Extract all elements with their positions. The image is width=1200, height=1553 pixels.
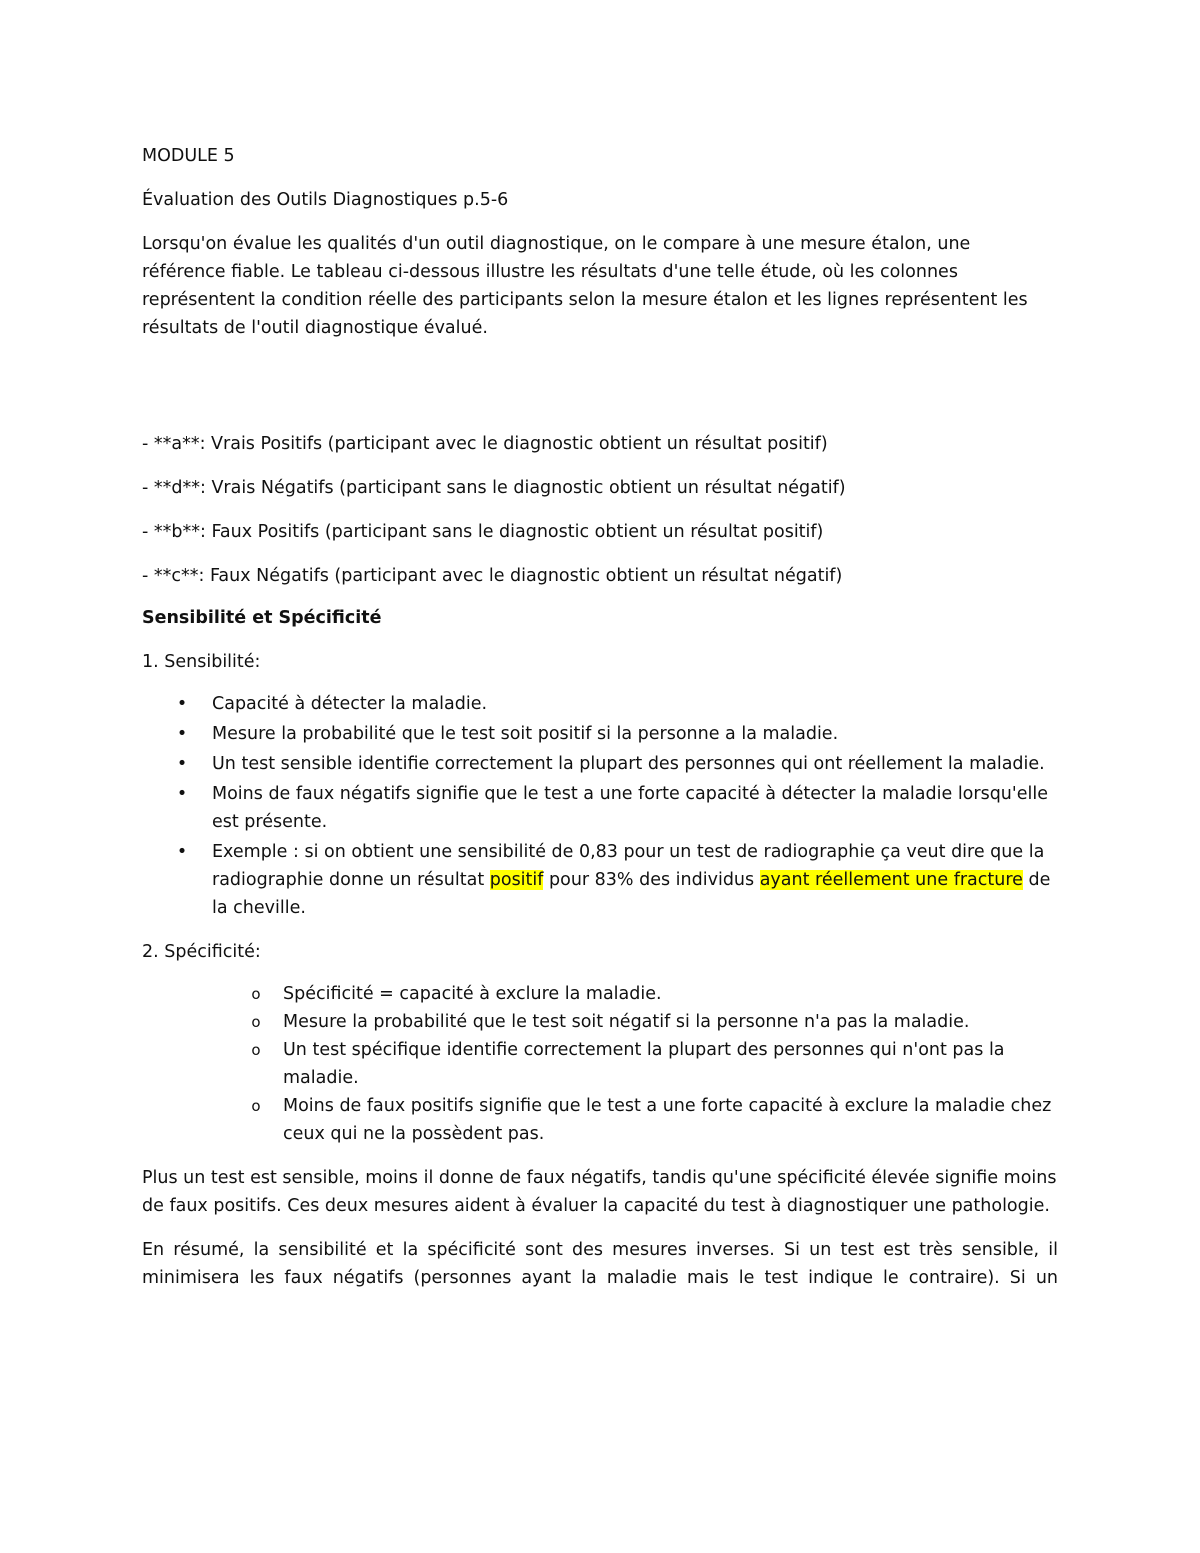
list-item-text: Mesure la probabilité que le test soit négatif si la personne n'a pas la maladie.	[283, 1012, 970, 1032]
summary-paragraph-1: Plus un test est sensible, moins il donne de faux négatifs, tandis qu'une spécificité élevée signifie moins de faux positifs. Ces deux mesures aident à évaluer la capacité du test à diagnostiquer une pathologie.	[142, 1168, 1057, 1216]
circle-bullet-icon: o	[251, 1041, 261, 1059]
example-text-part3: de la cheville.	[212, 870, 1051, 918]
list-item	[142, 750, 1058, 778]
summary-paragraph-2-line-2: minimisera les faux négatifs (personnes ayant la maladie mais le test indique le contraire). Si un	[142, 1268, 1058, 1288]
definition-d: - **d**: Vrais Négatifs (participant sans le diagnostic obtient un résultat négatif)	[142, 478, 846, 498]
list-item-text: Mesure la probabilité que le test soit positif si la personne a la maladie.	[212, 724, 839, 744]
bullet-icon: •	[176, 784, 188, 804]
definition-c: - **c**: Faux Négatifs (participant avec le diagnostic obtient un résultat négatif)	[142, 566, 843, 586]
intro-paragraph: Lorsqu'on évalue les qualités d'un outil diagnostique, on le compare à une mesure étalon, une référence fiable. Le tableau ci-dessous illustre les résultats d'une telle étude, où les colonnes représentent la condition réelle des participants selon la mesure étalon et les lignes représentent les résultats de l'outil diagnostique évalué.	[142, 234, 1028, 338]
sensibilite-list	[142, 690, 1058, 922]
example-text-part1: Exemple : si on obtient une sensibilité de 0,83 pour un test de radiographie ça veut dire que la radiographie donne un résultat	[212, 842, 1045, 890]
list-item	[142, 1036, 1058, 1092]
definition-a: - **a**: Vrais Positifs (participant avec le diagnostic obtient un résultat positif)	[142, 434, 828, 454]
list-item-text: Moins de faux positifs signifie que le test a une forte capacité à exclure la maladie chez ceux qui ne la possèdent pas.	[283, 1096, 1052, 1144]
section-title: Sensibilité et Spécificité	[142, 608, 382, 628]
circle-bullet-icon: o	[251, 1097, 261, 1115]
list-item	[142, 720, 1058, 748]
document-subtitle: Évaluation des Outils Diagnostiques p.5-6	[142, 190, 509, 210]
circle-bullet-icon: o	[251, 1013, 261, 1031]
summary-paragraph-2-line-1: En résumé, la sensibilité et la spécificité sont des mesures inverses. Si un test est très sensible, il	[142, 1240, 1058, 1260]
bullet-icon: •	[176, 694, 188, 714]
circle-bullet-icon: o	[251, 985, 261, 1003]
bullet-icon: •	[176, 754, 188, 774]
example-text-part2: pour 83% des individus	[543, 870, 760, 890]
bullet-icon: •	[176, 842, 188, 862]
list-item	[142, 1092, 1058, 1148]
highlight-positif: positif	[489, 870, 544, 890]
highlight-fracture: ayant réellement une fracture	[759, 870, 1023, 890]
specificite-heading: 2. Spécificité:	[142, 942, 261, 962]
list-item-text: Un test spécifique identifie correctement la plupart des personnes qui n'ont pas la maladie.	[283, 1040, 1005, 1088]
sensibilite-heading: 1. Sensibilité:	[142, 652, 261, 672]
list-item-text: Spécificité = capacité à exclure la maladie.	[283, 984, 662, 1004]
list-item	[142, 1008, 1058, 1036]
list-item-text: Moins de faux négatifs signifie que le test a une forte capacité à détecter la maladie lorsqu'elle est présente.	[212, 784, 1048, 832]
bullet-icon: •	[176, 724, 188, 744]
document-content	[142, 142, 1058, 1292]
list-item-example	[142, 838, 1058, 922]
list-item	[142, 780, 1058, 836]
definition-b: - **b**: Faux Positifs (participant sans le diagnostic obtient un résultat positif)	[142, 522, 824, 542]
list-item	[142, 690, 1058, 718]
list-item-text: Capacité à détecter la maladie.	[212, 694, 488, 714]
list-item-text: Un test sensible identifie correctement la plupart des personnes qui ont réellement la maladie.	[212, 754, 1045, 774]
table-placeholder-gap	[142, 342, 1058, 430]
module-title: MODULE 5	[142, 146, 235, 166]
list-item	[142, 980, 1058, 1008]
specificite-list	[142, 980, 1058, 1148]
